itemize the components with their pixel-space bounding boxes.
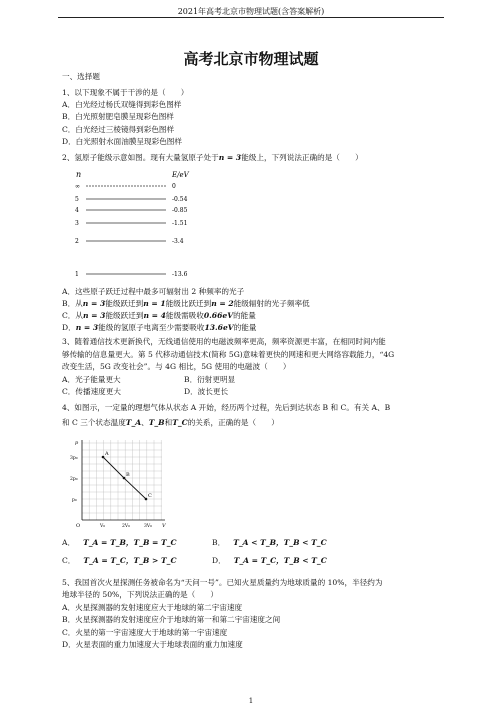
- section-heading: 一、选择题: [62, 72, 100, 81]
- level-n-label: ∞: [75, 183, 80, 190]
- q5-line-2: 地球半径的 50%，下列说法正确的是（ ）: [62, 590, 218, 599]
- p-tick-3: 3p₀: [70, 456, 78, 461]
- p-axis-label: p: [75, 440, 79, 446]
- n-axis-label: n: [76, 170, 82, 179]
- level-n-label: 5: [75, 196, 79, 203]
- q2-stem: 2、氢原子能级示意如图。现有大量氢原子处于n = 3能级上，下列说法正确的是（ ）: [62, 153, 363, 162]
- header-rule: [58, 17, 444, 18]
- q5-option-b: B．火星探测器的发射速度应介于地球的第一和第二宇宙速度之间: [62, 615, 281, 624]
- page-title: 高考北京市物理试题: [183, 50, 319, 68]
- v-tick-3: 3V₀: [144, 524, 152, 528]
- q4-line-2: 和 C 三个状态温度T_A、T_B和T_C的关系，正确的是（ ）: [62, 418, 279, 427]
- point-b: [123, 477, 126, 480]
- process-bc: [124, 478, 146, 499]
- level-energy-label: -13.6: [172, 271, 188, 278]
- level-energy-label: 0: [172, 183, 176, 190]
- v-tick-1: V₀: [100, 524, 106, 528]
- q4-option-a: A． T_A = T_B，T_B = T_C: [62, 538, 177, 547]
- q4-option-c: C． T_A = T_C，T_B > T_C: [62, 556, 177, 565]
- page-number: 1: [248, 697, 254, 705]
- v-axis-label: V: [162, 523, 166, 528]
- q1-option-b: B．白光照射肥皂膜呈现彩色图样: [62, 112, 174, 121]
- q3-option-a: A．光子能量更大: [62, 375, 121, 384]
- energy-level-diagram: [72, 168, 212, 280]
- q3-line-3: 改变生活，5G 改变社会”。与 4G 相比，5G 使用的电磁波（ ）: [62, 362, 291, 371]
- q3-option-d: D．波长更长: [184, 387, 229, 396]
- q5-option-d: D．火星表面的重力加速度大于地球表面的重力加速度: [62, 640, 243, 649]
- level-energy-label: -3.4: [172, 238, 184, 245]
- q2-option-b: B．从n = 3能级跃迁到n = 1能级比跃迁到n = 2能级辐射的光子频率低: [62, 299, 310, 308]
- pv-graph: [70, 436, 170, 528]
- level-n-label: 3: [75, 220, 79, 227]
- level-n-label: 2: [75, 238, 79, 245]
- energy-axis-label: E/eV: [172, 171, 189, 179]
- q4-option-b: B． T_A < T_B，T_B < T_C: [212, 538, 327, 547]
- point-a: [102, 456, 105, 459]
- q2-option-a: A．这些原子跃迁过程中最多可辐射出 2 种频率的光子: [62, 287, 245, 296]
- q5-option-c: C．火星的第一宇宙速度大于地球的第一宇宙速度: [62, 628, 228, 637]
- q2-n3: n = 3: [218, 153, 242, 162]
- pv-grid: [82, 440, 162, 520]
- q3-line-1: 3、随着通信技术更新换代，无线通信使用的电磁波频率更高，频率资源更丰富，在相同时间内能: [62, 337, 386, 346]
- point-c: [145, 498, 148, 501]
- q3-line-2: 够传输的信息量更大。第 5 代移动通信技术(简称 5G)意味着更快的网速和更大网络容载能力，“4G: [62, 350, 395, 359]
- level-energy-label: -1.51: [172, 220, 188, 227]
- energy-levels: [75, 183, 188, 278]
- q2-option-d: D．n = 3能级的氢原子电离至少需要吸收13.6eV的能量: [62, 323, 257, 332]
- p-tick-2: 2p₀: [70, 477, 78, 482]
- q1-option-a: A．白光经过杨氏双缝得到彩色图样: [62, 100, 182, 109]
- level-n-label: 4: [75, 207, 79, 214]
- level-energy-label: -0.85: [172, 207, 188, 214]
- q3-option-c: C．传播速度更大: [62, 387, 121, 396]
- q5-line-1: 5、我国首次火星探测任务被命名为“天问一号”。已知火星质量约为地球质量的 10%，半径约为: [62, 578, 383, 587]
- v-tick-2: 2V₀: [122, 524, 130, 528]
- q1-stem: 1、以下现象不属于干涉的是（ ）: [62, 88, 189, 97]
- process-ab: [103, 457, 124, 478]
- p-tick-1: p₀: [72, 498, 77, 503]
- q5-option-a: A．火星探测器的发射速度应大于地球的第二宇宙速度: [62, 603, 243, 612]
- q4-option-d: D． T_A = T_C，T_B < T_C: [212, 556, 327, 565]
- level-energy-label: -0.54: [172, 196, 188, 203]
- q4-line-1: 4、如图示，一定量的理想气体从状态 A 开始，经历两个过程，先后到达状态 B 和 C。有关 A、B: [62, 403, 391, 412]
- q2-option-c: C．从n = 3能级跃迁到n = 4能级需吸收0.66eV的能量: [62, 311, 256, 320]
- label-c: C: [148, 493, 152, 499]
- origin-label: O: [76, 523, 81, 528]
- q1-option-c: C．白光经过三棱镜得到彩色图样: [62, 125, 175, 134]
- q1-option-d: D．白光照射水面油膜呈现彩色图样: [62, 137, 182, 146]
- running-header: 2021年高考北京市物理试题(含答案解析): [177, 7, 325, 16]
- q3-option-b: B．衍射更明显: [184, 375, 236, 384]
- level-n-label: 1: [75, 271, 79, 278]
- label-a: A: [105, 451, 109, 457]
- label-b: B: [126, 472, 130, 478]
